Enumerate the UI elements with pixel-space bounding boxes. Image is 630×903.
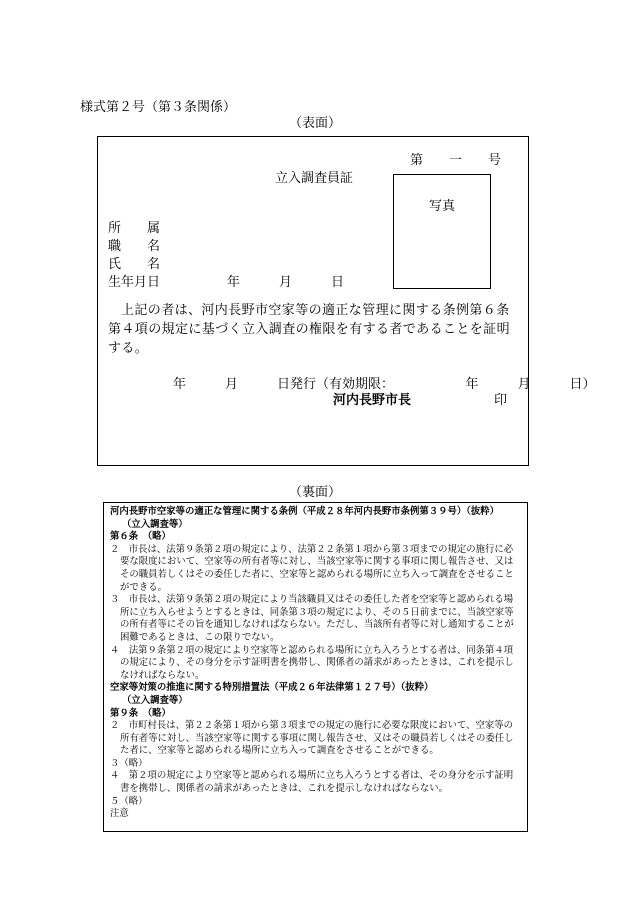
form-number: 様式第２号（第３条関係） bbox=[80, 100, 237, 115]
front-side-heading: （表面） bbox=[288, 116, 341, 131]
back-side-text-box bbox=[103, 502, 528, 832]
law1-paragraph-4: ４ 法第９条第２項の規定により空家等と認められる場所に立ち入ろうとする者は、同条第４項の規定により、その身分を示す証明書を携帯し、関係者の請求があったときは、これを提示しなければならない。 bbox=[110, 644, 514, 681]
law2-paragraph-5: ５（略） bbox=[110, 795, 148, 807]
issuer-name: 河内長野市長 bbox=[333, 393, 412, 408]
field-position-label: 職 名 bbox=[108, 239, 161, 254]
card-number: 第 一 号 bbox=[410, 153, 502, 168]
certification-text: 上記の者は、河内長野市空家等の適正な管理に関する条例第６条第４項の規定に基づく立入調査の権限を有する者であることを証明する。 bbox=[108, 303, 511, 356]
law2-subheading: （立入調査等） bbox=[122, 694, 188, 706]
law2-paragraph-4: ４ 第２項の規定により空家等と認められる場所に立ち入ろうとする者は、その身分を示す証明書を携帯し、関係者の請求があったときは、これを提示しなければならない。 bbox=[110, 770, 514, 795]
issue-date-line: 年 月 日発行（有効期限： 年 月 日） bbox=[173, 377, 596, 392]
field-affiliation-label: 所 属 bbox=[108, 221, 161, 236]
law2-paragraph-2: ２ 市町村長は、第２２条第１項から第３項までの規定の施行に必要な限度において、空家等の所有者等に対し、当該空家等に関する事項に関し報告させ、又はその職員若しくはその委任した者に、空家等と認められる場所に立ち入って調査をさせることができる。 bbox=[110, 720, 514, 757]
card-title: 立入調査員証 bbox=[275, 171, 354, 186]
photo-label: 写真 bbox=[428, 199, 455, 214]
law1-article: 第６条 （略） bbox=[110, 531, 171, 543]
law1-title: 河内長野市空家等の適正な管理に関する条例（平成２８年河内長野市条例第３９号）（抜粋） bbox=[110, 506, 500, 517]
law2-title: 空家等対策の推進に関する特別措置法（平成２６年法律第１２７号）（抜粋） bbox=[110, 682, 434, 694]
seal-mark: 印 bbox=[494, 393, 508, 408]
law2-article: 第９条 （略） bbox=[110, 707, 171, 719]
law1-subheading: （立入調査等） bbox=[122, 518, 188, 530]
field-name-label: 氏 名 bbox=[108, 257, 161, 272]
photo-box bbox=[393, 174, 491, 289]
note-label: 注意 bbox=[110, 808, 129, 820]
birthdate-value: 年 月 日 bbox=[227, 275, 345, 290]
law1-paragraph-3: ３ 市長は、法第９条第２項の規定により当該職員又はその委任した者を空家等と認められる場所に立ち入らせようとするときは、同条第３項の規定により、その５日前までに、当該空家等の所有者等にその旨を通知しなければならない。ただし、当該所有者等に対し通知することが困難であるときは、この限りでない。 bbox=[110, 594, 514, 643]
law2-paragraph-3: ３（略） bbox=[110, 757, 148, 769]
law1-paragraph-2: ２ 市長は、法第９条第２項の規定により、法第２２条第１項から第３項までの規定の施行に必要な限度において、空家等の所有者等に対し、当該空家等に関する事項に関し報告させ、又はその職員若しくはその委任した者に、空家等と認められる場所に立ち入って調査をさせることができる。 bbox=[110, 543, 514, 593]
id-card-front bbox=[97, 136, 596, 466]
back-side-heading: （裏面） bbox=[288, 485, 341, 500]
field-birthdate-label: 生年月日 bbox=[108, 275, 161, 290]
